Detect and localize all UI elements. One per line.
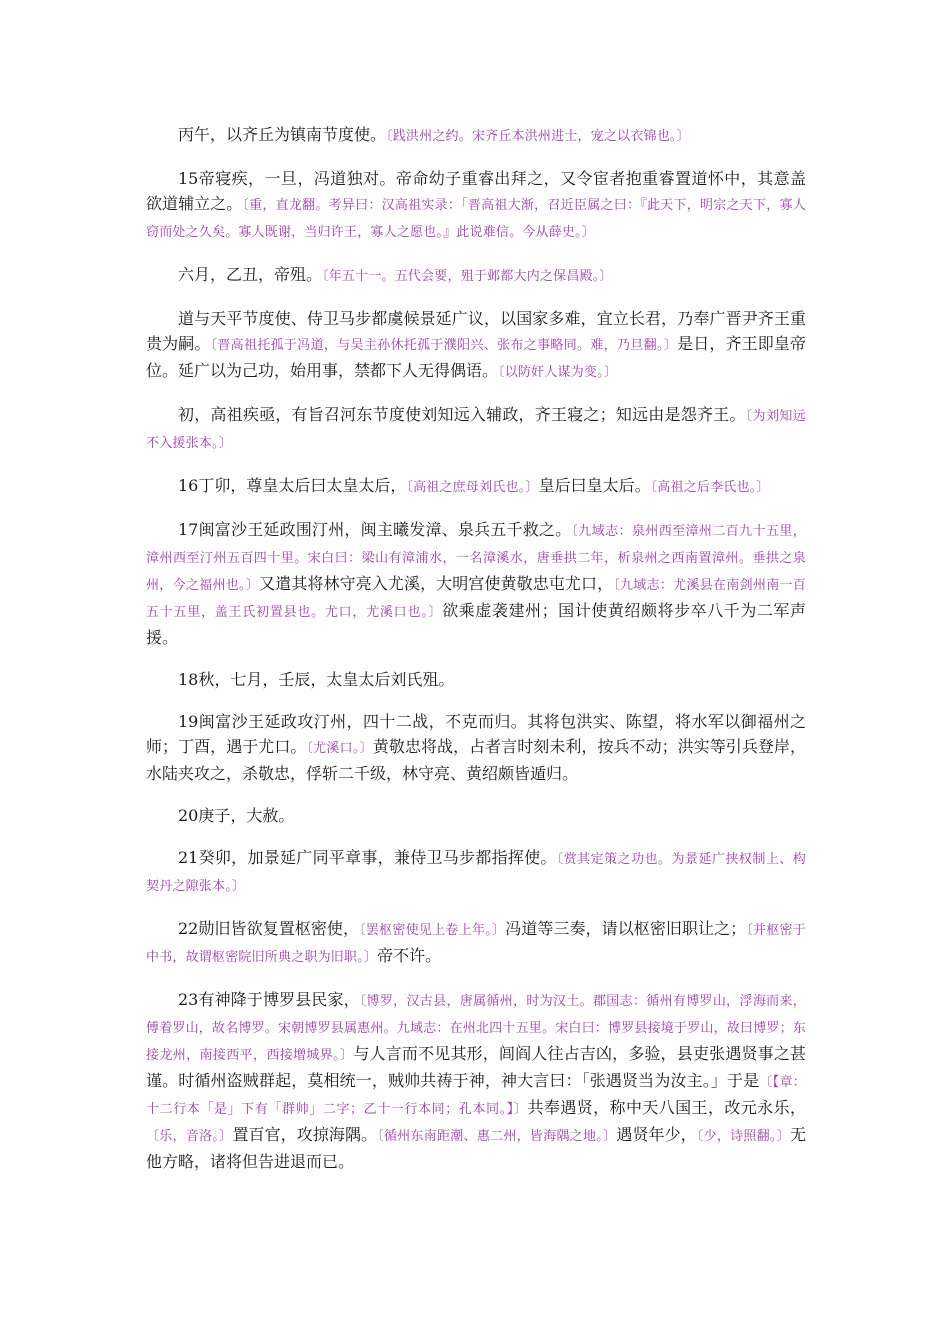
paragraph: [146, 306, 806, 385]
main-text: 皇后曰皇太后。: [538, 476, 651, 495]
annotation-note: 〔循州东南距潮、惠二州，皆海隅之地。〕: [377, 1129, 617, 1144]
main-text: 15帝寝疾，一旦，冯道独对。帝命幼子重睿出拜之，又令宦者抱重睿置道怀中，其意盖欲道辅立之。: [146, 169, 806, 213]
annotation-note: 〔年五十一。五代会要，殂于邺都大内之保昌殿。〕: [322, 269, 613, 284]
main-text: 18秋，七月，壬辰，太皇太后刘氏殂。: [178, 670, 455, 689]
main-text: 六月，乙丑，帝殂。: [178, 265, 323, 284]
annotation-note: 〔博罗，汉古县，唐属循州，时为汉土。郡国志：循州有博罗山，浮海而来，傅着罗山，故名博罗。宋朝博罗县属惠州。九域志：在州北四十五里。宋白曰：博罗县接境于罗山，故曰博罗；东接龙州，南接西平，西接增城界。〕: [146, 994, 807, 1063]
main-text: 是日，齐王即皇帝位。延广以为己功，始用事，禁都下人无得偶语。: [146, 334, 806, 380]
main-text: 23有神降于博罗县民家，: [178, 990, 360, 1009]
annotation-note: 〔九域志：尤溪县在南剑州南一百五十五里，盖王氏初置县也。尤口，尤溪口也。〕: [146, 578, 806, 620]
annotation-note: 〔罢枢密使见上卷上年。〕: [359, 923, 506, 938]
main-text: 黄敬忠将战，占者言时刻未利，按兵不动；洪实等引兵登岸，水陆夹攻之，杀敬忠，俘斩二千级，林守亮、黄绍颇皆遁归。: [146, 737, 806, 783]
main-text: 欲乘虚袭建州；国计使黄绍颇将步卒八千为二军声援。: [146, 601, 806, 647]
main-text: 16丁卯，尊皇太后曰太皇太后，: [178, 476, 407, 495]
paragraph: [146, 667, 806, 692]
paragraph: [146, 916, 806, 970]
paragraph: [146, 517, 806, 650]
main-text: 与人言而不见其形，闾阎人往占吉凶，多验，县吏张遇贤事之甚谨。时循州盗贼群起，莫相统一，贼帅共祷于神，神大言曰：「张遇贤当为汝主。」于是: [146, 1044, 806, 1090]
main-text: 19闽富沙王延政攻汀州，四十二战，不克而归。其将包洪实、陈望，将水军以御福州之师；丁酉，遇于尤口。: [146, 712, 806, 756]
main-text: 21癸卯，加景延广同平章事，兼侍卫马步都指挥使。: [178, 848, 557, 867]
annotation-note: 〔重，直龙翻。考异曰：汉高祖实录：「晋高祖大渐，召近臣属之曰：『此天下，明宗之天下，寡人窃而处之久矣。寡人既谢，当归许王，寡人之愿也。』此说难信。今从薛史。〕: [146, 198, 806, 240]
main-text: 丙午，以齐丘为镇南节度使。: [178, 125, 387, 144]
annotation-note: 〔赏其定策之功也。为景延广挟权制上、构契丹之隙张本。〕: [146, 852, 806, 894]
main-text: 17闽富沙王延政围汀州，闽主曦发漳、泉兵五千救之。: [178, 520, 572, 539]
main-text: 20庚子，大赦。: [178, 806, 295, 825]
paragraph: [146, 473, 806, 500]
main-text: 初，高祖疾亟，有旨召河东节度使刘知远入辅政，齐王寝之；知远由是怨齐王。: [178, 405, 746, 424]
main-text: 冯道等三奏，请以枢密旧职让之；: [505, 919, 747, 938]
paragraph: [146, 402, 806, 456]
paragraph: [146, 803, 806, 828]
paragraph: [146, 122, 806, 149]
main-text: 无他方略，诸将但告进退而已。: [146, 1125, 806, 1171]
paragraph: [146, 709, 806, 786]
paragraph: [146, 845, 806, 899]
document-body: [146, 122, 806, 1191]
annotation-note: 〔晋高祖托孤于冯道，与吴主孙休托孤于濮阳兴、张布之事略同。难，乃旦翻。〕: [210, 338, 678, 353]
annotation-note: 〔九域志：泉州西至漳州二百九十五里，漳州西至汀州五百四十里。宋白曰：梁山有漳浦水，一名漳溪水，唐垂拱二年，析泉州之西南置漳州。垂拱之泉州，今之福州也。〕: [146, 524, 806, 593]
main-text: 又遣其将林守亮入尤溪，大明宫使黄敬忠屯尤口，: [259, 574, 614, 593]
main-text: 遇贤年少，: [616, 1125, 697, 1144]
annotation-note: 〔践洪州之约。宋齐丘本洪州进士，宠之以衣锦也。〕: [386, 129, 690, 144]
annotation-note: 〔尤溪口。〕: [306, 741, 373, 756]
annotation-note: 〔以防奸人谋为变。〕: [498, 365, 618, 380]
paragraph: [146, 262, 806, 289]
annotation-note: 〔【章：十二行本「是」下有「群帅」二字；乙十一行本同；孔本同。】〕: [146, 1075, 806, 1117]
paragraph: [146, 987, 806, 1174]
main-text: 22勋旧皆欲复置枢密使，: [178, 919, 360, 938]
annotation-note: 〔并枢密于中书，故谓枢密院旧所典之职为旧职。〕: [146, 923, 806, 965]
main-text: 共奉遇贤，称中天八国王，改元永乐，: [527, 1098, 806, 1117]
annotation-note: 〔少，诗照翻。〕: [696, 1129, 790, 1144]
paragraph: [146, 166, 806, 245]
main-text: 置百官，攻掠海隅。: [232, 1125, 378, 1144]
annotation-note: 〔高祖之后李氏也。〕: [650, 480, 770, 495]
main-text: 帝不许。: [377, 946, 442, 965]
main-text: 道与天平节度使、侍卫马步都虞候景延广议，以国家多难，宜立长君，乃奉广晋尹齐王重贵为嗣。: [146, 309, 806, 353]
annotation-note: 〔乐，音洛。〕: [146, 1129, 233, 1144]
annotation-note: 〔为刘知远不入援张本。〕: [146, 409, 806, 451]
annotation-note: 〔高祖之庶母刘氏也。〕: [406, 480, 539, 495]
